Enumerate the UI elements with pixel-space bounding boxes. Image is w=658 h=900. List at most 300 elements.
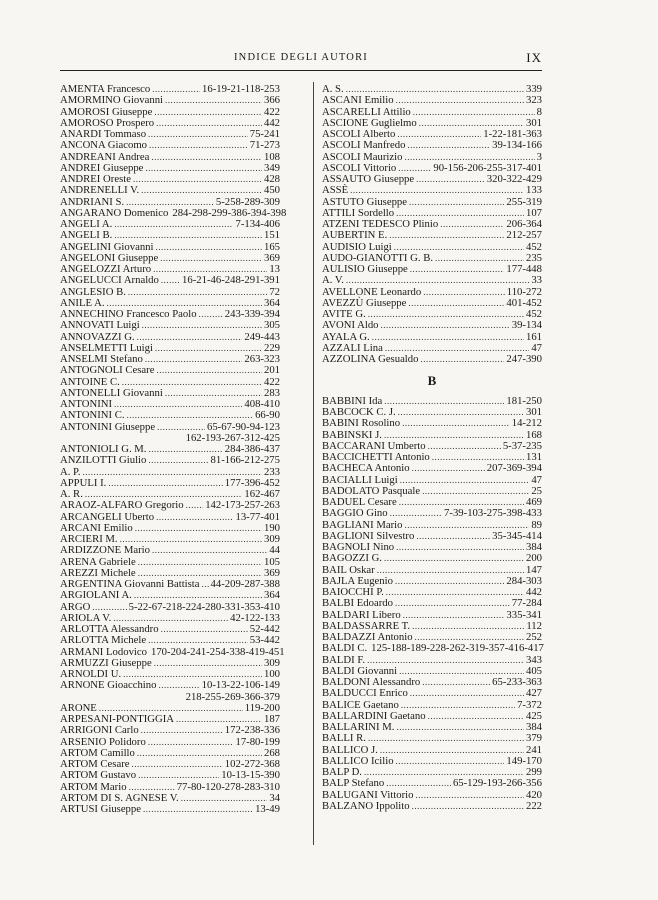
- index-entry: [60, 680, 280, 691]
- author-name: ARENA Gabriele: [60, 555, 136, 568]
- leader-dots: [158, 680, 199, 691]
- page-references: 364: [263, 296, 280, 309]
- leader-dots: [145, 354, 243, 365]
- page-references: 107: [525, 206, 542, 219]
- page-references: 47: [531, 341, 542, 354]
- page-references: 235: [525, 251, 542, 264]
- author-name: BALZANO Ippolito: [322, 799, 410, 812]
- page-references: 8: [536, 105, 542, 118]
- leader-dots: [368, 733, 524, 744]
- page-references: 364: [263, 589, 280, 602]
- index-entry: [60, 185, 280, 196]
- leader-dots: [350, 185, 524, 196]
- author-name: AUDISIO Luigi: [322, 240, 392, 253]
- author-name: ARTOM Gustavo: [60, 769, 137, 782]
- index-entry: [322, 553, 542, 564]
- index-entry: [322, 264, 542, 275]
- author-name: ARGENTINA Giovanni Battista: [60, 578, 200, 590]
- leader-dots: [413, 107, 535, 118]
- author-name: BALDONI Alessandro: [322, 676, 421, 688]
- page-references: 284-303: [506, 574, 542, 587]
- page-references: 283: [263, 386, 280, 399]
- leader-dots: [381, 320, 510, 331]
- author-name: ANGELI B.: [60, 229, 113, 242]
- page-references: 343: [525, 653, 542, 666]
- page-references: 469: [525, 496, 542, 508]
- author-name: BALLICO J.: [322, 743, 378, 756]
- author-name: ANZILOTTI Giulio: [60, 454, 147, 467]
- page-references: 305: [263, 319, 280, 332]
- author-name: A. P.: [60, 465, 81, 478]
- index-column-right: [322, 84, 542, 812]
- author-name: ATTILI Sordello: [322, 206, 395, 219]
- author-name: ARNONE Gioacchino: [60, 679, 157, 692]
- page-references: 243-339-394: [224, 308, 280, 320]
- leader-dots: [396, 722, 524, 733]
- page-references: 200: [525, 552, 542, 565]
- author-name: BALDASSARRE T.: [322, 619, 411, 632]
- page-references: 405: [525, 664, 542, 677]
- page-references: 142-173-257-263: [205, 499, 280, 512]
- author-name: BACCICHETTI Antonio: [322, 451, 430, 463]
- page-references: 71-273: [249, 139, 280, 152]
- leader-dots: [428, 711, 524, 722]
- page-references: 53-442: [249, 634, 280, 647]
- author-name: BALDAZZI Antonio: [322, 631, 413, 643]
- author-name: ANDRENELLI V.: [60, 184, 140, 197]
- page-references: 13-77-401: [235, 510, 280, 523]
- page-references: 14-212: [511, 417, 542, 430]
- leader-dots: [390, 508, 442, 519]
- leader-dots: [398, 407, 524, 418]
- page-references: 10-13-15-390: [221, 769, 280, 782]
- author-name: ANILE A.: [60, 296, 105, 309]
- index-entry: [60, 320, 280, 331]
- author-name: AVELLONE Leonardo: [322, 285, 422, 298]
- index-entry: [322, 320, 542, 331]
- page-references: 7-372: [517, 698, 542, 711]
- page-references: 422: [263, 375, 280, 388]
- index-entry: [322, 598, 542, 609]
- page-references: 201: [263, 364, 280, 377]
- leader-dots: [412, 463, 485, 474]
- author-name: BALLICO Icilio: [322, 754, 394, 767]
- author-name: ASCOLI Maurizio: [322, 150, 403, 163]
- author-name: ARCIERI M.: [60, 533, 118, 545]
- page-references: 162-193-267-312-425: [185, 431, 280, 444]
- page-references: 147: [525, 563, 542, 576]
- author-name: ANTOINE C.: [60, 375, 120, 388]
- leader-dots: [156, 512, 233, 523]
- page-references: 34: [269, 791, 280, 804]
- leader-dots: [402, 418, 510, 429]
- page-references: 284-386-437: [224, 443, 280, 455]
- leader-dots: [202, 579, 209, 590]
- leader-dots: [412, 621, 524, 632]
- author-name: BALLI R.: [322, 732, 366, 745]
- author-name: BALDI F.: [322, 653, 366, 666]
- author-name: ARPESANI-PONTIGGIA: [60, 713, 174, 725]
- author-name: AUBERTIN E.: [322, 229, 388, 242]
- author-name: ARONE: [60, 701, 97, 714]
- page-references: 33: [531, 274, 542, 287]
- author-name: ANTONIOLI G. M.: [60, 443, 147, 455]
- page-number: IX: [526, 50, 542, 65]
- index-entry: [322, 778, 542, 789]
- page-references: 89: [531, 518, 542, 531]
- page-references: 284-298-299-386-394-398: [172, 206, 287, 219]
- index-entry: [60, 275, 280, 286]
- author-name: BALLARDINI Gaetano: [322, 709, 426, 722]
- leader-dots: [396, 95, 524, 106]
- page-references: 452: [525, 308, 542, 320]
- author-name: BALICE Gaetano: [322, 698, 399, 711]
- index-entry: [322, 508, 542, 519]
- leader-dots: [389, 230, 504, 241]
- author-name: ATZENI TEDESCO Plinio: [322, 218, 439, 230]
- author-name: ANDREI Oreste: [60, 173, 131, 185]
- page-references: 16-21-46-248-291-391: [182, 274, 280, 287]
- page-references: 401-452: [506, 296, 542, 309]
- page-references: 263-323: [244, 353, 280, 365]
- page-references: 255-319: [506, 195, 542, 208]
- page-references: 247-390: [506, 353, 542, 365]
- author-name: BALP Stefano: [322, 777, 385, 790]
- author-name: BALLARINI M.: [322, 721, 395, 733]
- leader-dots: [377, 565, 524, 576]
- index-entry: [60, 545, 280, 556]
- leader-dots: [138, 557, 262, 568]
- page-references: 168: [525, 428, 542, 441]
- author-name: BAIL Oskar: [322, 563, 375, 576]
- page-references: 177-396-452: [224, 476, 280, 489]
- leader-dots: [154, 107, 262, 118]
- leader-dots: [409, 197, 504, 208]
- author-name: AREZZI Michele: [60, 566, 136, 579]
- leader-dots: [165, 95, 262, 106]
- index-entry: [322, 230, 542, 241]
- author-name: ANARDI Tommaso: [60, 128, 147, 140]
- author-name: ANDREANI Andrea: [60, 150, 150, 163]
- section-letter-b: B: [427, 373, 437, 389]
- page-references: 66-90: [255, 409, 280, 422]
- author-name: BAGOZZI G.: [322, 552, 382, 565]
- author-name: AULISIO Giuseppe: [322, 263, 408, 275]
- page-references: 42-122-133: [230, 611, 280, 624]
- page-references: 16-19-21-118-253: [202, 83, 280, 95]
- page-references: 384: [525, 721, 542, 733]
- page-references: 5-258-289-309: [215, 195, 280, 208]
- page-references: 44-209-287-388: [210, 578, 280, 590]
- leader-dots: [160, 253, 262, 264]
- page-references: 379: [525, 732, 542, 745]
- index-entry: [322, 354, 542, 365]
- leader-dots: [395, 576, 504, 587]
- page-references: 299: [525, 766, 542, 778]
- leader-dots: [141, 725, 223, 736]
- page-references: 408-410: [244, 398, 280, 410]
- leader-dots: [127, 410, 254, 421]
- leader-dots: [161, 275, 180, 286]
- page-references: 206-364: [506, 218, 542, 230]
- index-entry: [322, 643, 542, 654]
- author-name: ANGELI A.: [60, 218, 113, 230]
- page-references: 151: [263, 229, 280, 242]
- page-references: 105: [263, 555, 280, 568]
- author-name: BAIOCCHI P.: [322, 586, 384, 598]
- page-references: 77-80-120-278-283-310: [176, 780, 280, 793]
- leader-dots: [143, 804, 253, 815]
- index-entry: [60, 410, 280, 421]
- leader-dots: [395, 598, 510, 609]
- leader-dots: [396, 756, 505, 767]
- page-references: 190: [263, 521, 280, 534]
- leader-dots: [145, 163, 262, 174]
- leader-dots: [423, 287, 505, 298]
- index-entry: [322, 801, 542, 812]
- page-references: 452: [525, 240, 542, 253]
- page-references: 47: [531, 473, 542, 486]
- author-name: ANTONINI: [60, 398, 113, 410]
- page-references: 52-442: [249, 623, 280, 635]
- author-name: ASCOLI Manfredo: [322, 139, 406, 152]
- page-references: 7-134-406: [235, 218, 280, 230]
- leader-dots: [156, 118, 262, 129]
- page-references: 339: [525, 83, 542, 95]
- author-name: AMORMINO Giovanni: [60, 94, 164, 107]
- leader-dots: [134, 590, 262, 601]
- leader-dots: [108, 478, 222, 489]
- page-references: 90-156-206-255-317-401: [433, 161, 542, 174]
- page-references: 233: [263, 465, 280, 478]
- page-references: 65-67-90-94-123: [206, 420, 280, 433]
- author-name: BADUEL Cesare: [322, 496, 397, 508]
- leader-dots: [408, 298, 504, 309]
- page-references: 81-166-212-275: [210, 454, 280, 467]
- index-entry: [322, 174, 542, 185]
- page-references: 252: [525, 631, 542, 643]
- index-entry: [322, 688, 542, 699]
- author-name: ARTUSI Giuseppe: [60, 803, 141, 815]
- leader-dots: [138, 770, 219, 781]
- author-name: ASCIONE Guglielmo: [322, 116, 417, 129]
- page-references: 249-443: [244, 330, 280, 343]
- page-references: 110-272: [506, 285, 542, 298]
- author-name: AMOROSI Giuseppe: [60, 105, 153, 118]
- index-entry: [322, 418, 542, 429]
- page-references: 7-39-103-275-398-433: [444, 507, 542, 520]
- leader-dots: [148, 737, 234, 748]
- leader-dots: [410, 264, 505, 275]
- page-references: 369: [263, 251, 280, 264]
- author-name: ANGARANO Domenico: [60, 206, 169, 219]
- page-references: 181-250: [506, 394, 542, 407]
- author-name: BABBINI Ida: [322, 394, 383, 407]
- leader-dots: [161, 624, 248, 635]
- page-references: 218-255-269-366-379: [185, 690, 280, 703]
- author-name: ANGELOZZI Arturo: [60, 263, 152, 275]
- page-references: 309: [263, 533, 280, 545]
- page-references: 108: [263, 150, 280, 163]
- leader-dots: [156, 242, 262, 253]
- author-name: AVEZZÙ Giuseppe: [322, 296, 407, 309]
- author-name: BACHECA Antonio: [322, 462, 410, 475]
- index-entry: [60, 500, 280, 511]
- leader-dots: [384, 396, 504, 407]
- author-name: ANSELMI Stefano: [60, 353, 143, 365]
- page-references: 442: [525, 586, 542, 598]
- page-references: 1-22-181-363: [483, 128, 542, 140]
- leader-dots: [420, 354, 504, 365]
- author-name: ARSENIO Polidoro: [60, 735, 146, 748]
- author-name: BAGLIANI Mario: [322, 518, 403, 531]
- author-name: ARIOLA V.: [60, 611, 112, 624]
- leader-dots: [386, 587, 524, 598]
- page-references: 222: [525, 799, 542, 812]
- leader-dots: [199, 309, 223, 320]
- author-name: BALDI Giovanni: [322, 664, 398, 677]
- index-entry: [60, 770, 280, 781]
- leader-dots: [186, 500, 204, 511]
- page-references: 75-241: [249, 128, 280, 140]
- index-column-left: [60, 83, 287, 815]
- page-references: 229: [263, 341, 280, 354]
- author-name: BALBI Edoardo: [322, 597, 393, 610]
- leader-dots: [156, 365, 261, 376]
- leader-dots: [412, 801, 524, 812]
- leader-dots: [416, 531, 490, 542]
- page-references: 5-22-67-218-224-280-331-353-410: [128, 600, 280, 613]
- leader-dots: [407, 140, 490, 151]
- leader-dots: [152, 545, 267, 556]
- index-entry: [322, 185, 542, 196]
- leader-dots: [403, 610, 505, 621]
- page-references: 301: [525, 406, 542, 418]
- leader-dots: [148, 455, 208, 466]
- leader-dots: [422, 677, 490, 688]
- author-name: BAGGIO Gino: [322, 507, 388, 520]
- leader-dots: [397, 129, 481, 140]
- author-name: ASTUTO Giuseppe: [322, 195, 407, 208]
- page-references: 133: [525, 184, 542, 197]
- page-references: 102-272-368: [224, 758, 280, 770]
- page-references: 323: [525, 94, 542, 107]
- page-references: 428: [263, 173, 280, 185]
- author-name: APPULI I.: [60, 476, 107, 489]
- page-references: 72: [269, 285, 280, 298]
- page-references: 170-204-241-254-338-419-451: [150, 645, 285, 658]
- leader-dots: [428, 441, 501, 452]
- author-name: BACCARANI Umberto: [322, 439, 426, 452]
- leader-dots: [132, 759, 223, 770]
- page-references: 425: [525, 709, 542, 722]
- index-entry: [60, 725, 280, 736]
- author-name: BAJLA Eugenio: [322, 574, 393, 587]
- author-name: ARNOLDI U.: [60, 668, 122, 680]
- author-name: ARMANI Lodovico: [60, 645, 147, 658]
- page-references: 13: [269, 263, 280, 275]
- leader-dots: [114, 230, 262, 241]
- author-name: ARAOZ-ALFARO Gregorio: [60, 499, 184, 512]
- leader-dots: [416, 174, 485, 185]
- page-references: 335-341: [506, 608, 542, 621]
- author-name: AZZOLINA Gesualdo: [322, 353, 419, 365]
- page-references: 309: [263, 656, 280, 669]
- author-name: ANTONINI C.: [60, 409, 125, 422]
- author-name: ANGELUCCI Arnaldo: [60, 274, 159, 287]
- author-name: ARTOM Mario: [60, 780, 127, 793]
- page-references: 125-188-189-228-262-319-357-416-417: [371, 642, 544, 655]
- author-name: BALUGANI Vittorio: [322, 788, 414, 801]
- leader-dots: [372, 332, 524, 343]
- author-name: AMOROSO Prospero: [60, 116, 155, 129]
- author-name: ASSÈ: [322, 184, 349, 197]
- leader-dots: [114, 399, 242, 410]
- page-references: 187: [263, 713, 280, 725]
- author-name: ASCANI Emilio: [322, 94, 394, 107]
- leader-dots: [114, 219, 233, 230]
- author-name: AMENTA Francesco: [60, 83, 151, 95]
- page-references: 65-233-363: [492, 676, 542, 688]
- author-name: ANGELONI Giuseppe: [60, 251, 159, 264]
- author-name: ARDIZZONE Mario: [60, 544, 150, 557]
- author-name: ASSAUTO Giuseppe: [322, 173, 415, 185]
- leader-dots: [142, 320, 262, 331]
- page-references: 384: [525, 541, 542, 553]
- page-references: 320-322-429: [486, 173, 542, 185]
- author-name: BACIALLI Luigi: [322, 473, 398, 486]
- author-name: ARGO: [60, 600, 91, 613]
- index-entry: [322, 463, 542, 474]
- index-entry: [322, 275, 542, 286]
- author-name: ANNOVAZZI G.: [60, 330, 135, 343]
- author-name: AYALA G.: [322, 330, 370, 343]
- page-references: 25: [531, 484, 542, 497]
- page-references: 161: [525, 330, 542, 343]
- author-name: ANDREI Giuseppe: [60, 161, 144, 174]
- leader-dots: [154, 658, 262, 669]
- author-name: BAGLIONI Silvestro: [322, 529, 415, 542]
- author-name: BALP D.: [322, 766, 362, 778]
- page-title: INDICE DEGLI AUTORI: [233, 52, 368, 63]
- author-name: ARTOM DI S. AGNESE V.: [60, 791, 179, 804]
- leader-dots: [141, 185, 262, 196]
- author-name: AVONI Aldo: [322, 319, 379, 332]
- leader-dots: [346, 275, 529, 286]
- author-name: ARLOTTA Michele: [60, 634, 147, 647]
- leader-dots: [422, 486, 529, 497]
- page-references: 17-80-199: [235, 735, 280, 748]
- index-entry: [60, 590, 280, 601]
- page-references: 77-284: [511, 597, 542, 610]
- author-name: ARRIGONI Carlo: [60, 724, 139, 737]
- author-name: BALDI C.: [322, 642, 368, 655]
- author-name: ANCONA Giacomo: [60, 139, 147, 152]
- author-name: ARGIOLANI A.: [60, 589, 132, 602]
- leader-dots: [440, 219, 504, 230]
- page-references: 65-129-193-266-356: [452, 777, 542, 790]
- leader-dots: [148, 129, 248, 140]
- leader-dots: [148, 635, 248, 646]
- index-entry: [322, 733, 542, 744]
- author-name: ANSELMETTI Luigi: [60, 341, 153, 354]
- page-references: 349: [263, 161, 280, 174]
- author-name: BAGNOLI Nino: [322, 541, 395, 553]
- author-name: ANTONINI Giuseppe: [60, 420, 156, 433]
- page-references: 212-257: [506, 229, 542, 242]
- page-references: 5-37-235: [502, 439, 542, 452]
- author-name: ASCOLI Vittorio: [322, 161, 397, 174]
